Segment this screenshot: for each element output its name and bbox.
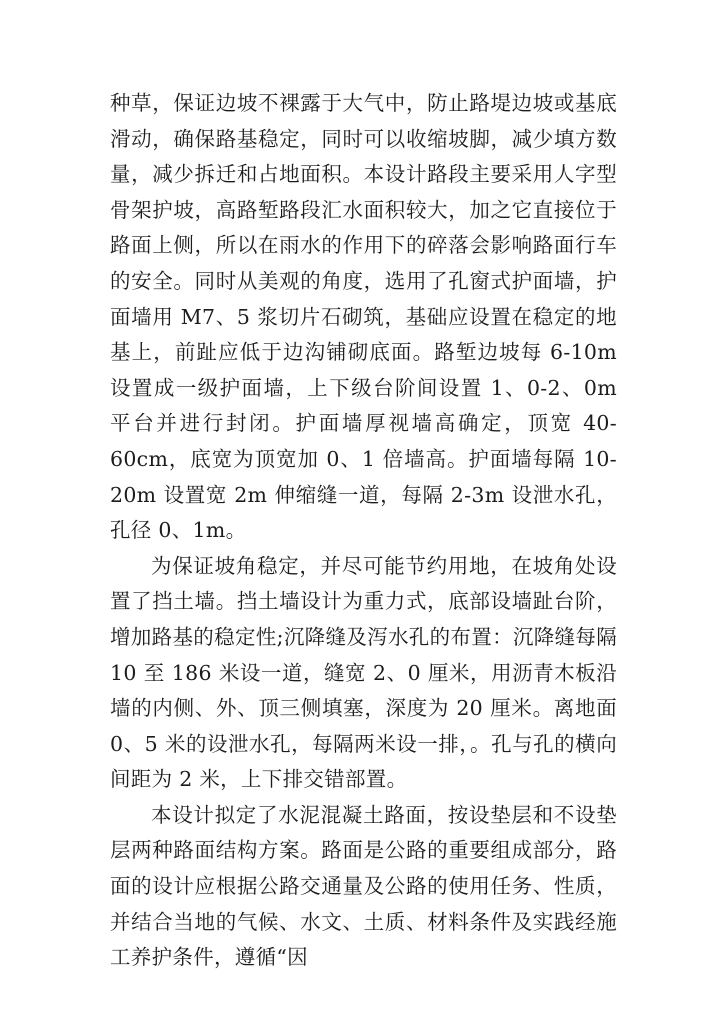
paragraph-retaining-wall: 为保证坡角稳定，并尽可能节约用地，在坡角处设置了挡土墙。挡土墙设计为重力式，底部设墙趾台阶，增加路基的稳定性;沉降缝及泻水孔的布置：沉降缝每隔 10 至 186 米设一道，缝宽 2、0 厘米，用沥青木板沿墙的内侧、外、顶三侧填塞，深度为 20 厘米。离地面 0、5 米的设泄水孔，每隔两米设一排，。孔与孔的横向间距为 2 米，上下排交错部置。: [110, 553, 617, 792]
paragraph-pavement-design: 本设计拟定了水泥混凝土路面，按设垫层和不设垫层两种路面结构方案。路面是公路的重要组成部分，路面的设计应根据公路交通量及公路的使用任务、性质，并结合当地的气候、水文、土质、材料条件及实践经施工养护条件，遵循“因: [110, 802, 617, 970]
paragraph-slope-protection: 种草，保证边坡不裸露于大气中，防止路堤边坡或基底滑动，确保路基稳定，同时可以收缩坡脚，减少填方数量，减少拆迁和占地面积。本设计路段主要采用人字型骨架护坡，高路堑路段汇水面积较大，加之它直接位于路面上侧，所以在雨水的作用下的碎落会影响路面行车的安全。同时从美观的角度，选用了孔窗式护面墙，护面墙用 M7、5 浆切片石砌筑，基础应设置在稳定的地基上，前趾应低于边沟铺砌底面。路堑边坡每 6-10m 设置成一级护面墙，上下级台阶间设置 1、0-2、0m 平台并进行封闭。护面墙厚视墙高确定，顶宽 40-60cm，底宽为顶宽加 0、1 倍墙高。护面墙每隔 10-20m 设置宽 2m 伸缩缝一道，每隔 2-3m 设泄水孔，孔径 0、1m。: [110, 91, 617, 543]
